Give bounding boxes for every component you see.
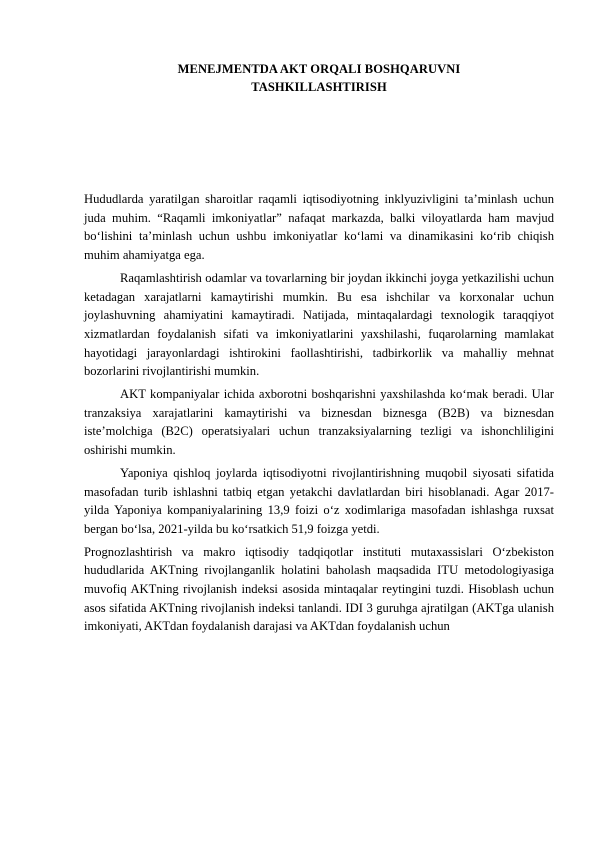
document-body [84, 190, 554, 640]
document-title [120, 60, 518, 96]
title-line-1: MENEJMENTDA AKT ORQALI BOSHQARUVNI [177, 62, 461, 76]
paragraph-5: Prognozlashtirish va makro iqtisodiy tadqiqotlar instituti mutaxassislari O‘zbekiston hududlarida AKTning rivojlanganlik holatini baholash maqsadida ITU metodologiyasiga muvofiq AKTning rivojlanish indeksi asosida mintaqalar reytingini tuzdi. Hisoblash uchun asos sifatida AKTning rivojlanish indeksi tanlandi. IDI 3 guruhga ajratilgan (AKTga ulanish imkoniyati, AKTdan foydalanish darajasi va AKTdan foydalanish uchun [84, 544, 554, 634]
paragraph-4: Yaponiya qishloq joylarda iqtisodiyotni rivojlantirishning muqobil siyosati sifatida masofadan turib ishlashni tatbiq etgan yetakchi davlatlardan biri hisoblanadi. Agar 2017-yilda Yaponiya kompaniyalarining 13,9 foizi o‘z xodimlariga masofadan ishlashga ruxsat bergan bo‘lsa, 2021-yilda bu ko‘rsatkich 51,9 foizga yetdi. [84, 465, 554, 536]
paragraph-3: AKT kompaniyalar ichida axborotni boshqarishni yaxshilashda ko‘mak beradi. Ular tranzaksiya xarajatlarini kamaytirishi va biznesdan biznesga (B2B) va biznesdan iste’molchiga (B2C) operatsiyalari uchun tranzaksiyalarning tezligi va ishonchliligini oshirishi mumkin. [84, 387, 554, 458]
paragraph-2: Raqamlashtirish odamlar va tovarlarning bir joydan ikkinchi joyga yetkazilishi uchun ketadagan xarajatlarni kamaytirishi mumkin. Bu esa ishchilar va korxonalar uchun joylashuvning ahamiyatini kamaytiradi. Natijada, mintaqalardagi texnologik taraqqiyot xizmatlardan foydalanish sifati va imkoniyatlarini yaxshilashi, fuqarolarning mamlakat hayotidagi jarayonlardagi ishtirokini faollashtirishi, tadbirkorlik va mahalliy mehnat bozorlarini rivojlantirishi mumkin. [84, 270, 554, 379]
title-line-2: TASHKILLASHTIRISH [251, 80, 387, 94]
paragraph-1: Hududlarda yaratilgan sharoitlar raqamli iqtisodiyotning inklyuzivligini ta’minlash uchun juda muhim. “Raqamli imkoniyatlar” nafaqat markazda, balki viloyatlarda ham mavjud bo‘lishini ta’minlash uchun ushbu imkoniyatlar ko‘lami va dinamikasini ko‘rib chiqish muhim ahamiyatga ega. [84, 192, 554, 263]
